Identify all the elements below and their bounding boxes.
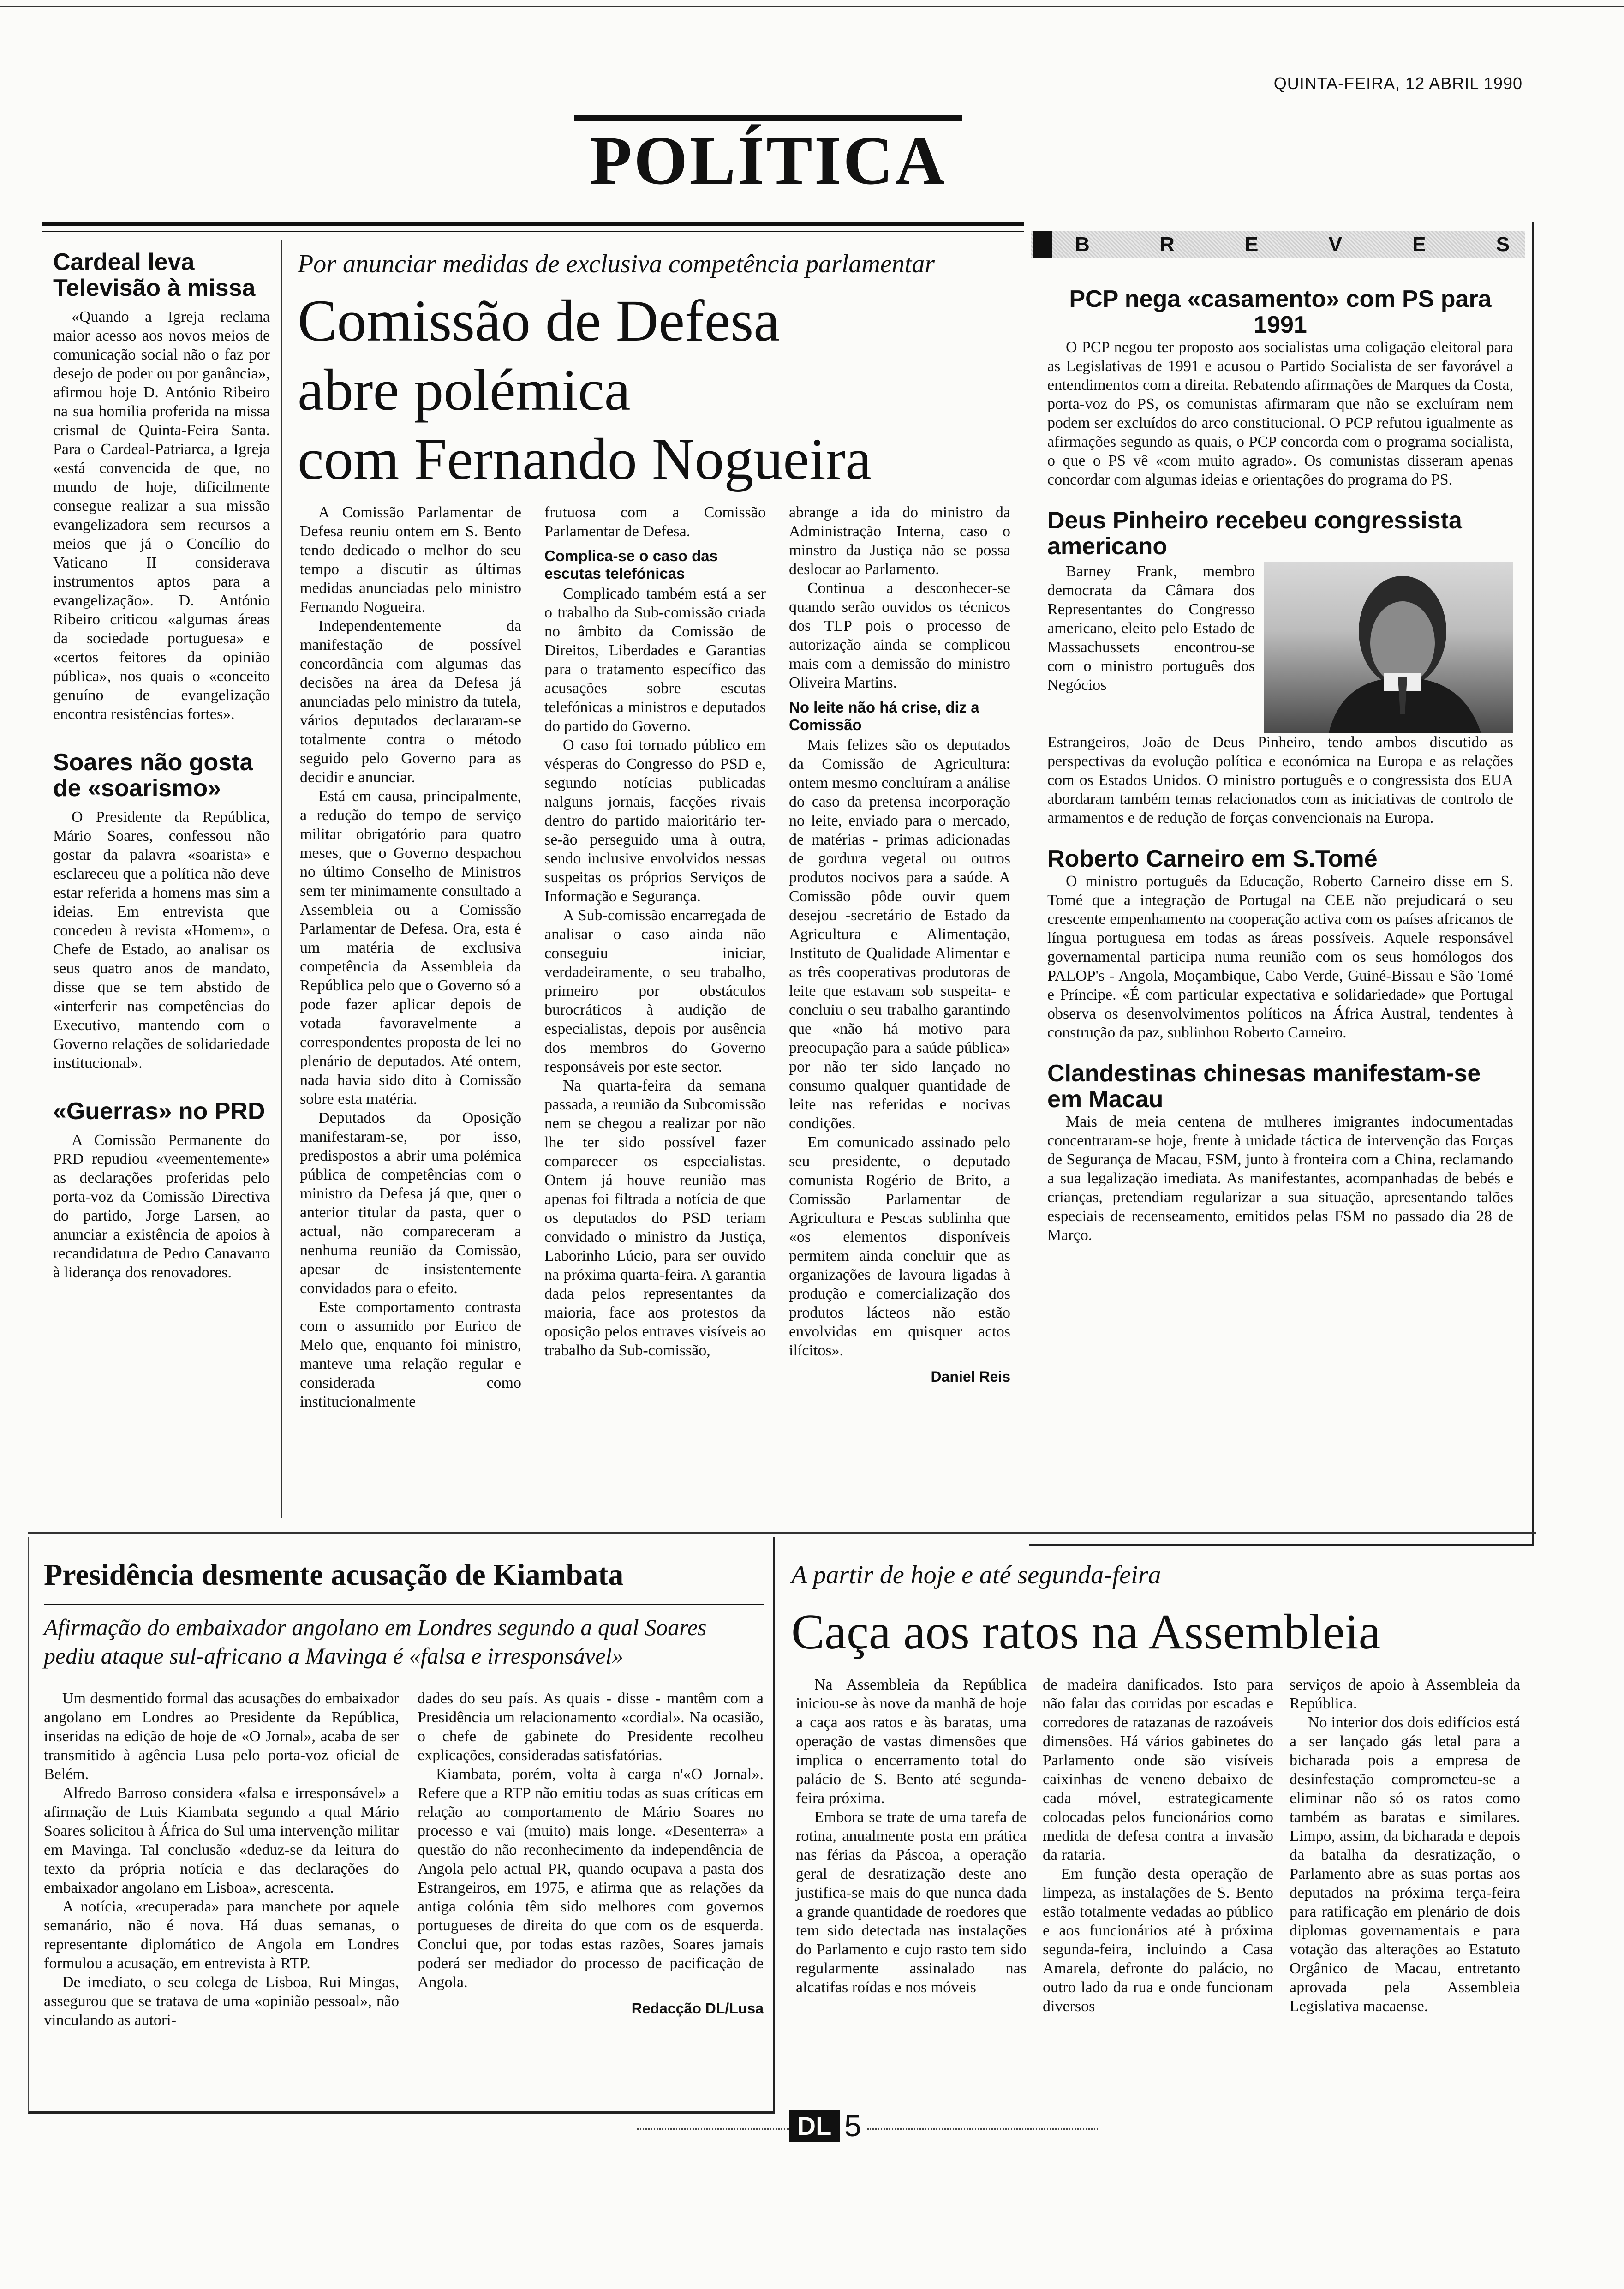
bottom-section-rule bbox=[28, 1532, 1536, 1534]
kiambata-col-2 bbox=[418, 1689, 764, 2017]
main-col2-p4: Na quarta-feira da semana passada, a reunião da Subcomissão nem se chegou a realizar por não lhe ter sido possível fazer comparecer os especialistas. Ontem já houve reunião mas apenas foi filtrada a notícia de que os deputados do PSD teriam convidado o ministro da Justiça, Laborinho Lúcio, para ser ouvido na próxima quarta-feira. A garantia dada pelos representantes da maioria, face aos protestos da oposição pelos entraves visíveis ao trabalho da Sub-comissão, bbox=[544, 1077, 766, 1359]
portrait-photo bbox=[1264, 562, 1513, 733]
footer-dotted-line-right bbox=[867, 2128, 1098, 2130]
kiambata-col1-p4: De imediato, o seu colega de Lisboa, Rui Mingas, assegurou que se tratava de uma «opinião pessoal», não vinculando as autori- bbox=[44, 1974, 399, 2029]
main-headline-line-1: Comissão de Defesa bbox=[298, 288, 780, 354]
portrait-silhouette-icon bbox=[1264, 562, 1513, 733]
main-col3-p2: Mais felizes são os deputados da Comissão de Agricultura: ontem mesmo concluíram a análise do caso da pretensa incorporação no leite, enviado para o mercado, de matérias - primas adicionadas de gordura vegetal ou outros produtos nocivos para a saúde. A Comissão pôde ouvir quem desejou -secretário de Estado da Agricultura e Alimentação, Instituto de Qualidade Alimentar e as três cooperativas produtoras de leite que estavam sob suspeita- e concluiu o seu trabalho garantindo que «não há motivo para preocupação para a saúde pública» por não ter sido lançado no consumo qualquer quantidade de leite nas referidas e nocivas condições. bbox=[789, 737, 1010, 1132]
cardeal-article bbox=[53, 249, 270, 724]
kiambata-col1-p1: Um desmentido formal das acusações do embaixador angolano em Londres ao Presidente da República, inseridas na edição de hoje de «O Jornal», acaba de ser transmitido à agência Lusa pelo porta-voz oficial de Belém. bbox=[44, 1690, 399, 1783]
main-col3-p1: Continua a desconhecer-se quando serão ouvidos os técnicos dos TLP pois o processo de autorização ainda se complicou mais com a demissão do ministro Oliveira Martins. bbox=[789, 580, 1010, 691]
main-col-1 bbox=[300, 503, 521, 1411]
breve-deus-pinheiro-text-wrap: Barney Frank, membro democrata da Câmara dos Representantes do Congresso americano, eleito pelo Estado de Massachussets encontrou-se com o ministro português dos Negócios bbox=[1047, 563, 1255, 694]
ratos-col-1 bbox=[796, 1675, 1027, 1997]
ratos-col1-p1: Na Assembleia da República iniciou-se às nove da manhã de hoje a caça aos ratos e às baratas, uma operação de vastas dimensões que implica o encerramento total do palácio de S. Bento até segunda-feira próxima. bbox=[796, 1676, 1027, 1807]
main-col3-p3: Em comunicado assinado pelo seu presidente, o deputado comunista Rogério de Brito, a Comissão Parlamentar de Agricultura e Pescas sublinha que «os elementos disponíveis permitem ainda concluir que as organizações de lavoura ligadas à produção e comercialização dos produtos lácteos não estão envolvidas em quisquer actos ilícitos». bbox=[789, 1134, 1010, 1359]
soares-title: Soares não gosta de «soarismo» bbox=[53, 749, 253, 802]
breve-deus-pinheiro bbox=[1047, 508, 1513, 827]
breve-deus-pinheiro-title: Deus Pinheiro recebeu congressista americano bbox=[1047, 507, 1462, 560]
page-top-rule bbox=[0, 6, 1624, 7]
ratos-kicker: A partir de hoje e até segunda-feira bbox=[791, 1561, 1161, 1589]
ratos-title: Caça aos ratos na Assembleia bbox=[791, 1605, 1381, 1660]
kiambata-col1-p3: A notícia, «recuperada» para manchete por aquele semanário, não é nova. Há duas semanas, o representante diplomático de Angola em Londres formulou a acusação, em entrevista à RTP. bbox=[44, 1898, 399, 1972]
breves-marker bbox=[1033, 231, 1052, 258]
main-col-3 bbox=[789, 503, 1010, 1385]
ratos-col-3 bbox=[1290, 1675, 1520, 2016]
page-date: QUINTA-FEIRA, 12 ABRIL 1990 bbox=[1273, 74, 1522, 93]
kiambata-title: Presidência desmente acusação de Kiambata bbox=[44, 1558, 624, 1592]
main-byline: Daniel Reis bbox=[931, 1368, 1010, 1385]
page-number: 5 bbox=[844, 2109, 861, 2143]
main-kicker: Por anunciar medidas de exclusiva competência parlamentar bbox=[298, 250, 935, 278]
breves-label: B R E V E S bbox=[1075, 233, 1510, 256]
main-col1-p2: Independentemente da manifestação de possível concordância com algumas das decisões na área da Defesa já anunciadas pelo ministro da tutela, vários deputados declararam-se totalmente contra o método seguido pelo Governo para as decidir e anunciar. bbox=[300, 617, 521, 786]
main-col2-subhead: Complica-se o caso das escutas telefónicas bbox=[544, 547, 718, 582]
kiambata-deck: Afirmação do embaixador angolano em Londres segundo a qual Soares pediu ataque sul-africano a Mavinga é «falsa e irresponsável» bbox=[44, 1614, 707, 1669]
ratos-col1-p2: Embora se trate de uma tarefa de rotina, anualmente posta em prática nas férias da Páscoa, a operação geral de desratização deste ano justifica-se mais do que nunca dada a grande quantidade de roedores que tem sido detectada nas instalações do Parlamento e cujo rasto tem sido regularmente assinalado nas alcatifas roídas e nos móveis bbox=[796, 1809, 1027, 1996]
breve-roberto-carneiro bbox=[1047, 846, 1513, 1042]
soares-article bbox=[53, 749, 270, 1073]
ratos-col2-p1: de madeira danificados. Isto para não falar das corridas por escadas e corredores de ratazanas de razoáveis dimensões. Há vários gabinetes do Parlamento onde são visíveis caixinhas de veneno debaixo de cada móvel, estrategicamente colocadas pelos funcionários como medida de defesa contra a invasão da rataria. bbox=[1043, 1676, 1273, 1864]
breve-clandestinas-text: Mais de meia centena de mulheres imigrantes indocumentadas concentraram-se hoje, frente à unidade táctica de intervenção das Forças de Segurança de Macau, FSM, junto à fronteira com a China, reclamando a sua legalização imediata. As manifestantes, acompanhadas de bebés e crianças, pretendiam regularizar a sua situação, apresentando talões especiais de recenseamento, emitidos pelas FSM no passado dia 28 de Março. bbox=[1047, 1113, 1513, 1244]
kiambata-col2-p1: dades do seu país. As quais - disse - mantêm com a Presidência um relacionamento «cordial». Na ocasião, o chefe de gabinete do Presidente recolheu explicações, consideradas satisfatórias. bbox=[418, 1690, 764, 1764]
footer-logo: DL bbox=[789, 2110, 840, 2142]
main-top-rule bbox=[42, 222, 1024, 226]
ratos-col-2 bbox=[1043, 1675, 1273, 2016]
main-col2-intro: frutuosa com a Comissão Parlamentar de Defesa. bbox=[544, 504, 766, 540]
breve-clandestinas bbox=[1047, 1061, 1513, 1245]
kiambata-col2-p2: Kiambata, porém, volta à carga n'«O Jornal». Refere que a RTP não emitiu todas as suas críticas em relação ao comportamento de Mário Soares no processo e vai (muito) mais longe. «Desenterra» a questão do não reconhecimento da independência de Angola pelo actual PR, quando ocupava a pasta dos Estrangeiros, em 1975, e afirma que as relações da antiga colónia têm sido melhores com governos portugueses de direita do que com os de esquerda. Conclui que, por todas estas razões, Soares jamais poderá ser mediador do processo de pacificação de Angola. bbox=[418, 1766, 764, 1991]
kiambata-col-1 bbox=[44, 1689, 399, 2030]
main-col1-p4: Deputados da Oposição manifestaram-se, por isso, predispostos a abrir uma polémica pública de competências com o ministro da Defesa já que, quer o anterior titular da pasta, quer o actual, não compareceram a nenhuma reunião da Comissão, apesar de insistentemente convidados para o efeito. bbox=[300, 1109, 521, 1297]
section-title: POLÍTICA bbox=[590, 122, 947, 199]
kiambata-byline: Redacção DL/Lusa bbox=[631, 2000, 764, 2017]
main-col3-intro: abrange a ida do ministro da Administração Interna, caso o minstro da Justiça não se possa deslocar ao Parlamento. bbox=[789, 504, 1010, 578]
main-col3-subhead: No leite não há crise, diz a Comissão bbox=[789, 699, 979, 733]
soares-paragraph: O Presidente da República, Mário Soares, confessou não gostar da palavra «soarista» e esclareceu que a política não deve estar referida a homens mas sim a ideias. Em entrevista que concedeu à revista «Homem», o Chefe de Estado, ao analisar os seus quatro anos de mandato, disse que se tem abstido de «interferir nas competências do Executivo, mantendo com o Governo relações de solidariedade institucional». bbox=[53, 809, 270, 1072]
kiambata-col1-p2: Alfredo Barroso considera «falsa e irresponsável» a afirmação de Luis Kiambata segundo a qual Mário Soares solicitou à África do Sul uma intervenção militar em Mavinga. Tal conclusão «deduz-se da leitura do texto da própria notícia e das declarações do embaixador angolano em Lisboa», acrescenta. bbox=[44, 1785, 399, 1896]
main-col2-p2: O caso foi tornado público em vésperas do Congresso do PSD e, segundo notícias publicadas nalguns jornais, facções rivais dentro do partido maioritário ter-se-ão perseguido uma à outra, sendo inclusive envolvidos nessas suspeitas os próprios Serviços de Informação e Segurança. bbox=[544, 737, 766, 905]
left-column bbox=[53, 249, 270, 1282]
main-top-rule-thin bbox=[42, 231, 1024, 232]
breve-pcp-text: O PCP negou ter proposto aos socialistas uma coligação eleitoral para as Legislativas de 1991 e acusou o Partido Socialista de ser favorável a entendimentos com a direita. Rebatendo afirmações de Marques da Costa, porta-voz do PS, os comunistas afirmaram que não se excluíram nem podem ser excluídos do arco constitucional. O PCP refutou igualmente as afirmações segundo as quais, o PCP concorda com o programa socialista, o que o PS vê «com muito agrado». Os comunistas disseram apenas concordar com algumas ideias e orientações do programa do PS. bbox=[1047, 339, 1513, 488]
main-col1-p5: Este comportamento contrasta com o assumido por Eurico de Melo que, enquanto foi ministro, manteve uma relação regular e considerada como institucionalmente bbox=[300, 1299, 521, 1410]
breve-pcp-title: PCP nega «casamento» com PS para 1991 bbox=[1069, 286, 1492, 338]
breve-pcp bbox=[1047, 286, 1513, 489]
main-headline-line-2: abre polémica bbox=[298, 357, 631, 423]
ratos-col3-p2: No interior dos dois edifícios está a ser lançado gás letal para a bicharada pois a empresa de desinfestação comprometeu-se a eliminar não só os ratos como também as baratas e similares. Limpo, assim, da bicharada e depois da batalha da desratização, o Parlamento abre as suas portas aos deputados na próxima terça-feira para ratificação em plenário de dois diplomas governamentais e para votação das alterações ao Estatuto Orgânico de Macau, entretanto aprovada pela Assembleia Legislativa macaense. bbox=[1290, 1714, 1520, 2015]
footer-dotted-line-left bbox=[637, 2128, 789, 2130]
main-headline bbox=[298, 286, 1017, 494]
main-col2-p3: A Sub-comissão encarregada de analisar o caso ainda não conseguiu iniciar, verdadeiramente, o seu trabalho, primeiro por obstáculos burocráticos à audição de especialistas, depois por ausência dos membros do Governo responsáveis por este sector. bbox=[544, 907, 766, 1075]
left-column-rule bbox=[281, 240, 282, 1518]
kiambata-title-rule bbox=[44, 1604, 764, 1605]
guerras-title: «Guerras» no PRD bbox=[53, 1098, 265, 1125]
cardeal-title: Cardeal leva Televisão à missa bbox=[53, 249, 256, 301]
guerras-article bbox=[53, 1098, 270, 1282]
breve-roberto-carneiro-text: O ministro português da Educação, Roberto Carneiro disse em S. Tomé que a integração de Portugal na CEE não prejudicará o seu crescente empenhamento na cooperação activa com os países africanos de língua portuguesa em todas as áreas possíveis. Aquele responsável governamental participa numa reunião com os seus homólogos dos PALOP's - Angola, Moçambique, Cabo Verde, Guiné-Bissau e São Tomé e Príncipe. «É com particular expectativa e solidariedade» que Portugal observa os desenvolvimentos políticos na África Austral, tendentes à construção da paz, sublinhou Roberto Carneiro. bbox=[1047, 873, 1513, 1041]
main-col-2 bbox=[544, 503, 766, 1360]
main-col1-p3: Está em causa, principalmente, a redução do tempo de serviço militar obrigatório para quatro meses, que o Governo despachou no último Conselho de Ministros sem ter minimamente consultado a Assembleia ou a Comissão Parlamentar de Defesa. Ora, esta é um matéria de exclusiva competência da Assembleia da República pelo que o Governo só a pode fazer aplicar depois de votada favoravelmente a correspondentes proposta de lei no plenário de deputados. Até ontem, nada havia sido dito à Comissão sobre esta matéria. bbox=[300, 788, 521, 1108]
breve-clandestinas-title: Clandestinas chinesas manifestam-se em Macau bbox=[1047, 1060, 1481, 1113]
breve-deus-pinheiro-text: Estrangeiros, João de Deus Pinheiro, tendo ambos discutido as perspectivas da evolução política e económica na Europa e as relações com os Estados Unidos. O ministro português e o congressista dos EUA abordaram também temas relacionados com as iniciativas de controlo de armamentos e de redução de forças convencionais na Europa. bbox=[1047, 734, 1513, 827]
cardeal-paragraph: «Quando a Igreja reclama maior acesso aos novos meios de comunicação social não o faz por desejo de poder ou por ganância», afirmou hoje D. António Ribeiro na sua homilia proferida na missa crismal de Quinta-Feira Santa. Para o Cardeal-Patriarca, a Igreja «está convencida de que, no mundo de hoje, dificilmente consegue realizar a sua missão evangelizadora sem recursos a meios que já o Concílio do Vaticano II considerava instrumentos aptos para a evangelização». D. António Ribeiro criticou «algumas áreas da sociedade portuguesa» e «certos feitores da opinião pública», nos quais o «conceito genuíno de evangelização encontra resistências fortes». bbox=[53, 308, 270, 723]
breves-column bbox=[1047, 286, 1513, 1245]
ratos-col3-p1: serviços de apoio à Assembleia da República. bbox=[1290, 1676, 1520, 1712]
guerras-paragraph: A Comissão Permanente do PRD repudiou «veementemente» as declarações proferidas pelo porta-voz da Comissão Directiva do partido, Jorge Larsen, ao anunciar a existência de apoios à recandidatura de Pedro Canavarro à liderança dos renovadores. bbox=[53, 1132, 270, 1281]
ratos-col2-p2: Em função desta operação de limpeza, as instalações de S. Bento estão totalmente vedadas ao público e aos funcionários até à próxima segunda-feira, incluindo a Casa Amarela, defronte do palácio, no outro lado da rua e onde funcionam diversos bbox=[1043, 1865, 1273, 2015]
main-col2-p1: Complicado também está a ser o trabalho da Sub-comissão criada no âmbito da Comissão de Direitos, Liberdades e Garantias para o tratamento específico das acusações sobre escutas telefónicas a ministros e deputados do partido do Governo. bbox=[544, 585, 766, 735]
section-top-rule bbox=[574, 115, 962, 121]
breve-roberto-carneiro-title: Roberto Carneiro em S.Tomé bbox=[1047, 845, 1378, 872]
main-headline-line-3: com Fernando Nogueira bbox=[298, 426, 872, 492]
main-col1-p1: A Comissão Parlamentar de Defesa reuniu ontem em S. Bento tendo dedicado o melhor do seu tempo a discutir as últimas medidas anunciadas pelo ministro Fernando Nogueira. bbox=[300, 504, 521, 616]
